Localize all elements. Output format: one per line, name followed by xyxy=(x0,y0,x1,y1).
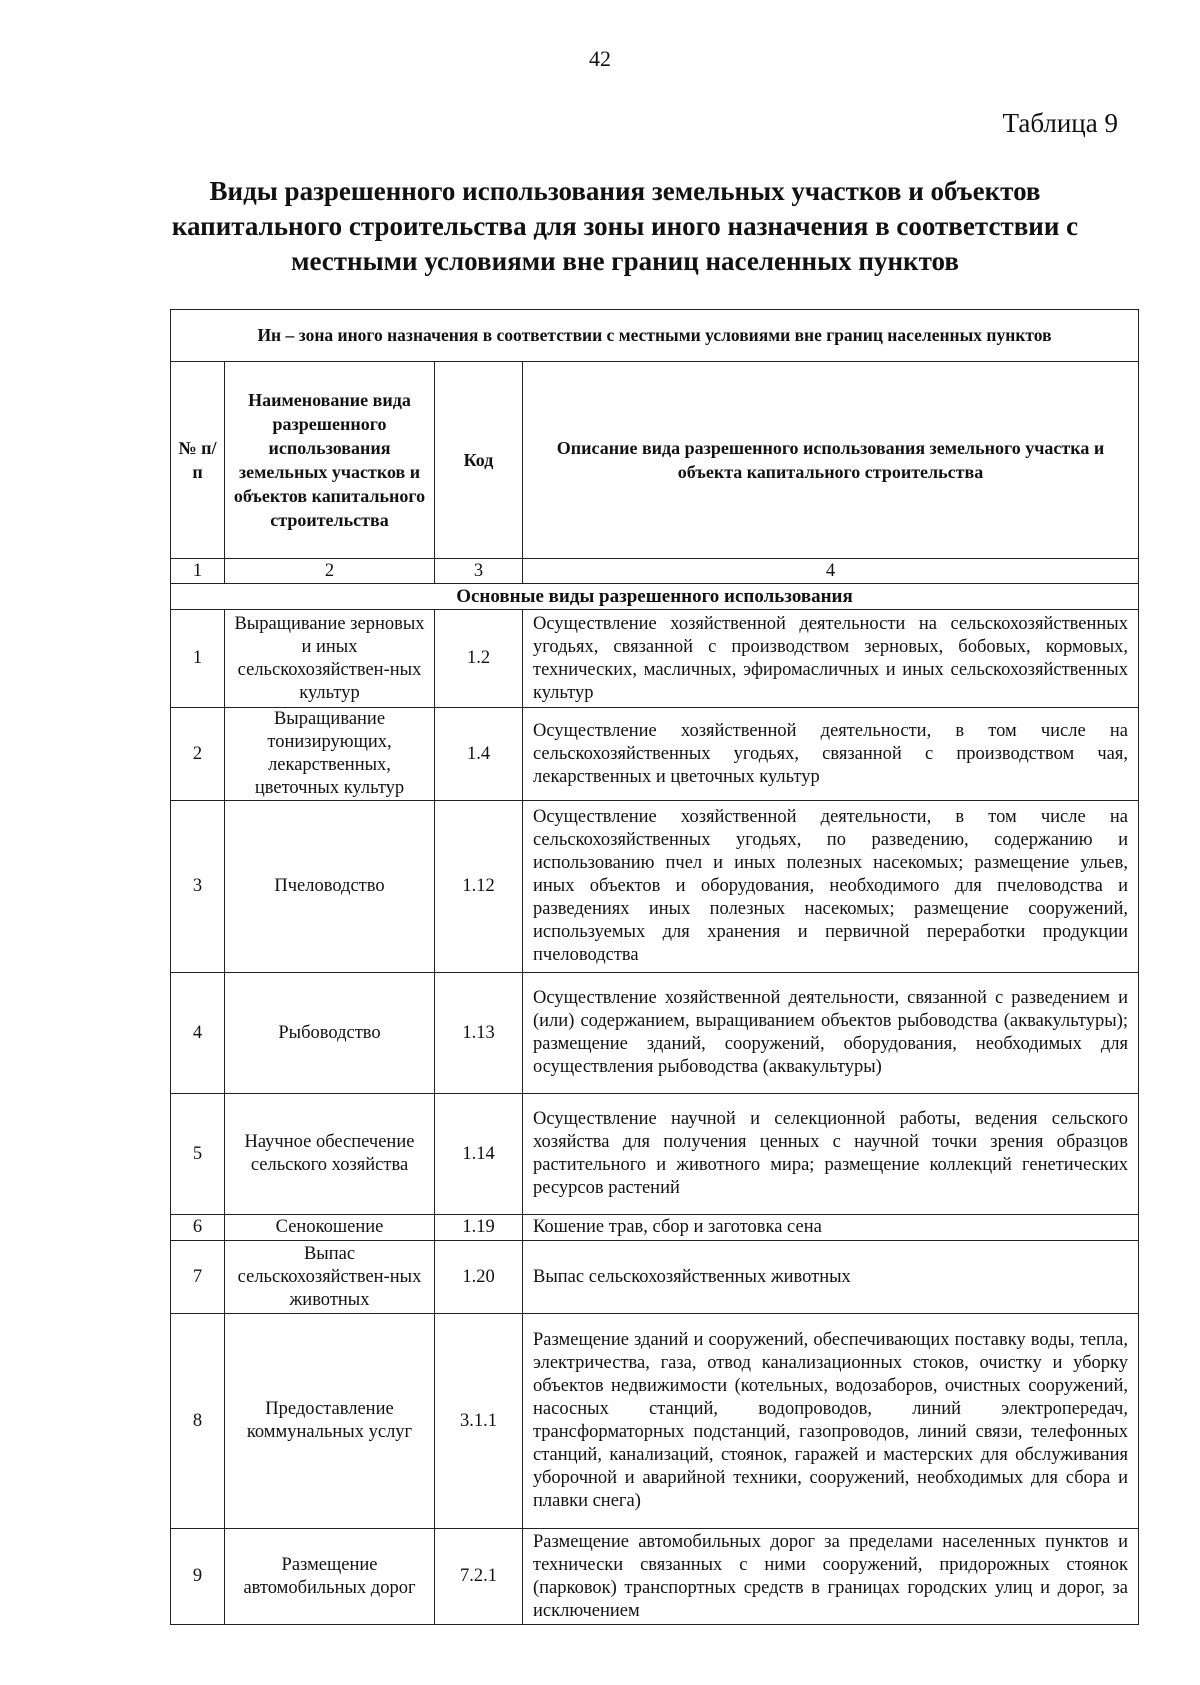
row-code: 3.1.1 xyxy=(435,1314,523,1529)
row-description: Осуществление научной и селекционной работы, ведения сельского хозяйства для получения ценных с научной точки зрения образцов растительного и животного мира; размещение коллекций генетических ресурсов растений xyxy=(523,1094,1139,1215)
row-description: Осуществление хозяйственной деятельности, в том числе на сельскохозяйственных угодьях, связанной с производством чая, лекарственных и цветочных культур xyxy=(523,708,1139,801)
row-code: 1.4 xyxy=(435,708,523,801)
table-row xyxy=(171,1094,1139,1215)
row-code: 7.2.1 xyxy=(435,1529,523,1625)
row-description: Осуществление хозяйственной деятельности на сельскохозяйственных угодьях, связанной с производством зерновых, бобовых, кормовых, технических, масличных, эфиромасличных и иных сельскохозяйственных культур xyxy=(523,610,1139,708)
column-number: 3 xyxy=(435,559,523,584)
table-row xyxy=(171,1529,1139,1625)
row-description: Размещение зданий и сооружений, обеспечивающих поставку воды, тепла, электричества, газа, отвод канализационных стоков, очистку и уборку объектов недвижимости (котельных, водозаборов, очистных сооружений, насосных станций, водопроводов, линий электропередач, трансформаторных подстанций, газопроводов, линий связи, телефонных станций, канализаций, стоянок, гаражей и мастерских для обслуживания уборочной и аварийной техники, сооружений, необходимых для сбора и плавки снега) xyxy=(523,1314,1139,1529)
column-header-description: Описание вида разрешенного использования земельного участка и объекта капитального строительства xyxy=(523,362,1139,559)
row-code: 1.14 xyxy=(435,1094,523,1215)
table-row xyxy=(171,1215,1139,1241)
table-row xyxy=(171,708,1139,801)
column-header-num: № п/п xyxy=(171,362,225,559)
row-number: 8 xyxy=(171,1314,225,1529)
row-code: 1.13 xyxy=(435,973,523,1094)
row-code: 1.12 xyxy=(435,801,523,973)
column-header-code: Код xyxy=(435,362,523,559)
land-use-table xyxy=(170,309,1139,1625)
row-number: 6 xyxy=(171,1215,225,1241)
row-code: 1.19 xyxy=(435,1215,523,1241)
row-name: Выращивание зерновых и иных сельскохозяйствен-ных культур xyxy=(225,610,435,708)
row-name: Предоставление коммунальных услуг xyxy=(225,1314,435,1529)
row-name: Размещение автомобильных дорог xyxy=(225,1529,435,1625)
row-description: Кошение трав, сбор и заготовка сена xyxy=(523,1215,1139,1241)
row-number: 4 xyxy=(171,973,225,1094)
row-name: Выпас сельскохозяйствен-ных животных xyxy=(225,1241,435,1314)
column-number: 4 xyxy=(523,559,1139,584)
row-number: 9 xyxy=(171,1529,225,1625)
table-row xyxy=(171,1314,1139,1529)
zone-header: Ин – зона иного назначения в соответствии с местными условиями вне границ населенных пунктов xyxy=(171,310,1139,362)
table-row xyxy=(171,1241,1139,1314)
row-description: Осуществление хозяйственной деятельности, связанной с разведением и (или) содержанием, выращиванием объектов рыбоводства (аквакультуры); размещение зданий, сооружений, оборудования, необходимых для осуществления рыбоводства (аквакультуры) xyxy=(523,973,1139,1094)
row-name: Рыбоводство xyxy=(225,973,435,1094)
row-name: Научное обеспечение сельского хозяйства xyxy=(225,1094,435,1215)
row-number: 7 xyxy=(171,1241,225,1314)
row-number: 3 xyxy=(171,801,225,973)
row-description: Размещение автомобильных дорог за пределами населенных пунктов и технически связанных с ними сооружений, придорожных стоянок (парковок) транспортных средств в границах городских улиц и дорог, за исключением xyxy=(523,1529,1139,1625)
row-name: Пчеловодство xyxy=(225,801,435,973)
row-code: 1.2 xyxy=(435,610,523,708)
section-title: Основные виды разрешенного использования xyxy=(171,584,1139,610)
column-header-name: Наименование вида разрешенного использования земельных участков и объектов капитального строительства xyxy=(225,362,435,559)
document-title: Виды разрешенного использования земельных участков и объектов капитального строительства для зоны иного назначения в соответствии с местными условиями вне границ населенных пунктов xyxy=(171,176,1079,276)
table-row xyxy=(171,973,1139,1094)
table-row xyxy=(171,610,1139,708)
row-number: 1 xyxy=(171,610,225,708)
row-name: Сенокошение xyxy=(225,1215,435,1241)
row-name: Выращивание тонизирующих, лекарственных, цветочных культур xyxy=(225,708,435,801)
row-code: 1.20 xyxy=(435,1241,523,1314)
row-description: Осуществление хозяйственной деятельности, в том числе на сельскохозяйственных угодьях, по разведению, содержанию и использованию пчел и иных полезных насекомых; размещение ульев, иных объектов и оборудования, необходимого для пчеловодства и разведениях иных полезных насекомых; размещение сооружений, используемых для хранения и первичной переработки продукции пчеловодства xyxy=(523,801,1139,973)
table-row xyxy=(171,801,1139,973)
row-number: 5 xyxy=(171,1094,225,1215)
row-description: Выпас сельскохозяйственных животных xyxy=(523,1241,1139,1314)
column-number: 1 xyxy=(171,559,225,584)
column-number: 2 xyxy=(225,559,435,584)
page-number: 42 xyxy=(589,46,611,71)
table-label: Таблица 9 xyxy=(1002,108,1118,138)
row-number: 2 xyxy=(171,708,225,801)
